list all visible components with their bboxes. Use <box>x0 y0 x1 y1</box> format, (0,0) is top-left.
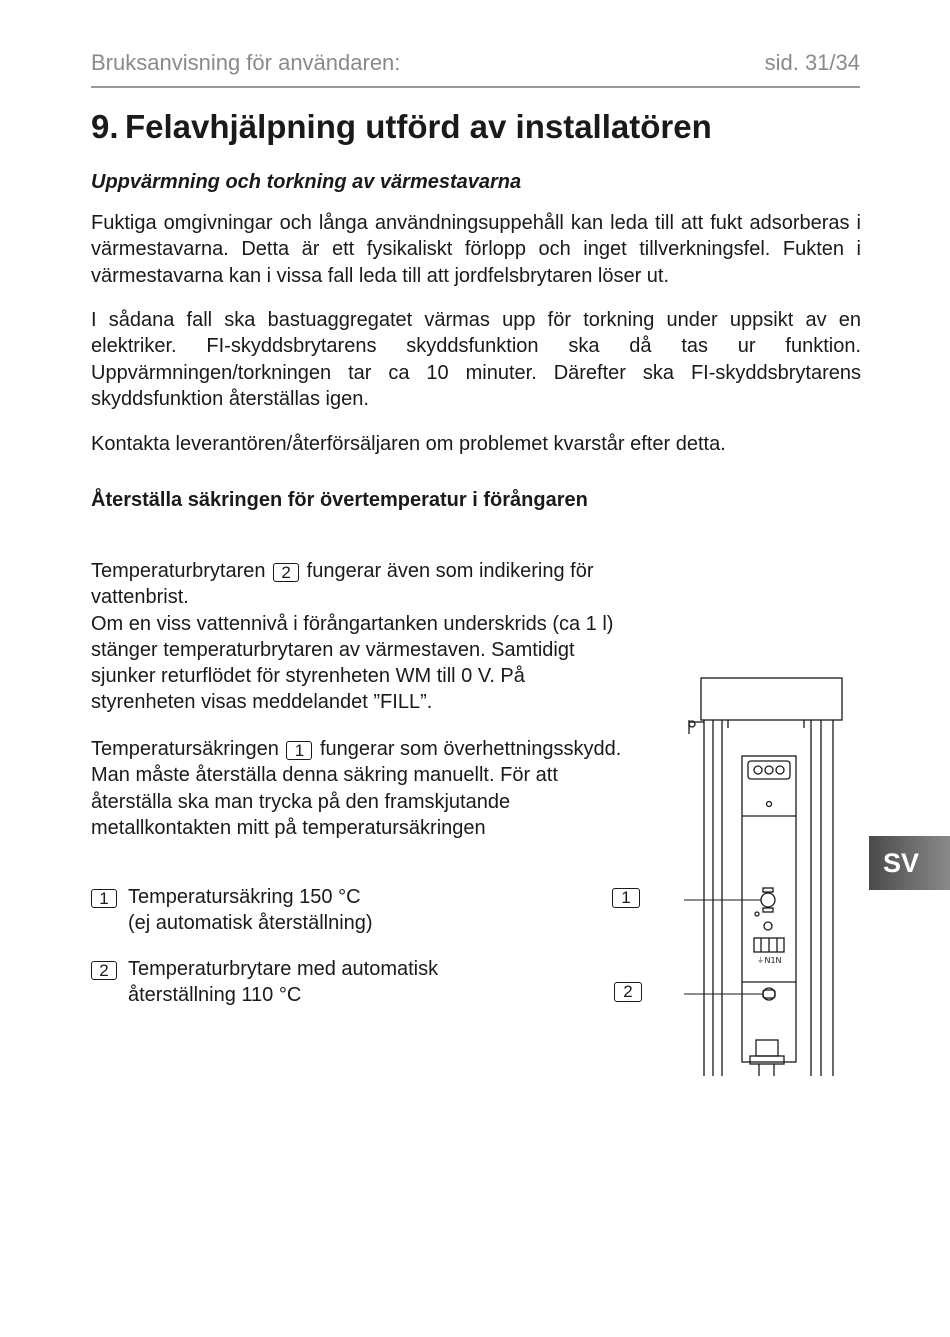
callout-1: 1 <box>612 888 640 908</box>
section-number: 9. <box>91 108 119 145</box>
callout-2: 2 <box>614 982 642 1002</box>
diagram-cable-gland <box>756 1040 778 1056</box>
legend-number-box: 2 <box>91 961 117 980</box>
diagram-fuse-tab <box>763 888 773 892</box>
switch-text-after: fungerar även som indikering för vattenbrist. <box>91 560 594 609</box>
diagram-connector-pin <box>765 766 773 774</box>
fuse-text-after: fungerar som överhettningsskydd. Man måste återställa denna säkring manuellt. För att återställa ska man trycka på den framskjutande metallkontakten mitt på temperatursäkringen <box>91 738 622 839</box>
diagram-top-cap <box>701 678 842 720</box>
legend-item <box>91 956 521 1008</box>
reference-box: 1 <box>286 741 312 760</box>
paragraph-contact: Kontakta leverantören/återförsäljaren om problemet kvarstår efter detta. <box>91 433 726 455</box>
diagram-screw <box>767 802 772 807</box>
diagram-fuse-tab <box>763 908 773 912</box>
diagram-connector-pin <box>776 766 784 774</box>
section-title-text: Felavhjälpning utförd av installatören <box>125 108 712 145</box>
page-header <box>91 50 860 88</box>
diagram-screw <box>755 912 759 916</box>
switch-text-before: Temperaturbrytaren <box>91 560 266 582</box>
text-temperature-switch <box>91 558 631 716</box>
diagram-cable-gland <box>750 1056 784 1064</box>
legend-item <box>91 884 521 936</box>
legend-number-box: 1 <box>91 889 117 908</box>
legend-line: (ej automatisk återställning) <box>128 912 373 934</box>
evaporator-diagram <box>684 676 844 1078</box>
diagram-switch-tab <box>763 990 775 998</box>
legend-line: Temperatursäkring 150 °C <box>128 886 361 908</box>
manual-title: Bruksanvisning för användaren: <box>91 50 401 75</box>
subheading-reset-fuse: Återställa säkringen för övertemperatur i förångaren <box>91 489 588 511</box>
paragraph-moisture: Fuktiga omgivningar och långa användningsuppehåll kan leda till att fukt adsorberas i värmestavarna. Detta är ett fysikaliskt förlopp och inget tillverkningsfel. Fukten i värmestavarna kan i vissa fall leda till att jordfelsbrytaren löser ut. <box>91 212 861 287</box>
legend-line: Temperaturbrytare med automatisk <box>128 958 439 980</box>
page-number: sid. 31/34 <box>764 50 860 75</box>
diagram-temperature-fuse <box>761 893 775 907</box>
reference-box: 2 <box>273 563 299 582</box>
paragraph-drying-procedure: I sådana fall ska bastuaggregatet värmas upp för torkning under uppsikt av en elektriker. FI-skyddsbrytarens skyddsfunktion ska då tas ur funktion. Uppvärmningen/torkningen tar ca 10 minuter. Därefter ska FI-skyddsbrytarens skyddsfunktion återställas igen. <box>91 309 861 410</box>
section-title <box>91 108 712 146</box>
legend-line: återställning 110 °C <box>128 984 302 1006</box>
fuse-text-before: Temperatursäkringen <box>91 738 279 760</box>
diagram-screw <box>764 922 772 930</box>
diagram-connector-pin <box>754 766 762 774</box>
subheading-drying: Uppvärmning och torkning av värmestavarna <box>91 171 522 193</box>
text-temperature-fuse <box>91 736 631 841</box>
switch-text-rest: Om en viss vattennivå i förångartanken underskrids (ca 1 l) stänger temperaturbrytaren av värmestaven. Samtidigt sjunker returflödet för styrenheten WM till 0 V. På styrenheten visas meddelandet ”FILL”. <box>91 612 614 714</box>
diagram-terminal-label: ⏚N1N <box>756 956 782 965</box>
language-tab: SV <box>869 836 950 890</box>
